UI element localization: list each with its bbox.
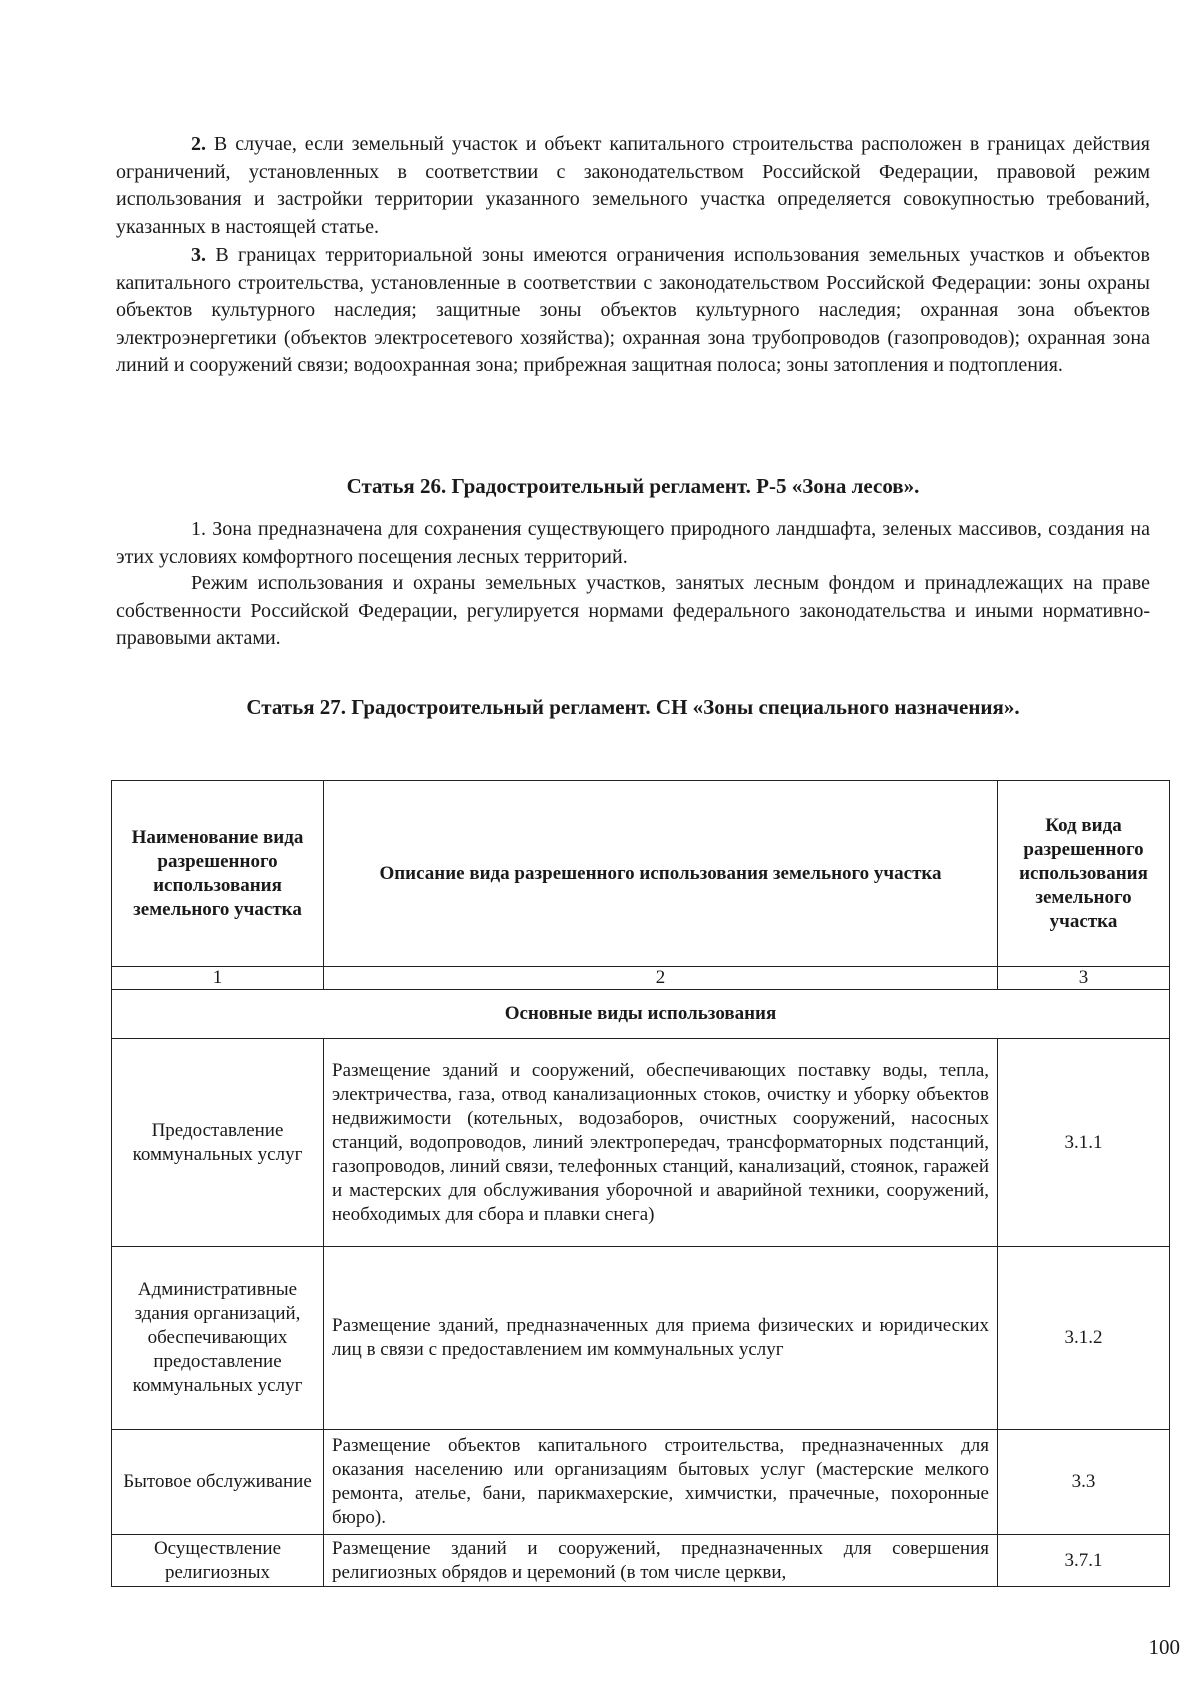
row-name: Осуществление религиозных <box>112 1535 324 1587</box>
section-row <box>112 990 1170 1039</box>
table-header-row <box>112 781 1170 967</box>
section-title: Основные виды использования <box>112 990 1170 1039</box>
paragraph-3 <box>116 242 1150 380</box>
paragraph-3-number: 3. <box>191 244 206 266</box>
table-row <box>112 1535 1170 1587</box>
regulation-table <box>111 780 1170 1587</box>
col-number-1: 1 <box>112 967 324 990</box>
paragraph-2-text: В случае, если земельный участок и объект капитального строительства расположен в границах действия ограничений, установленных в соответствии с законодательством Российской Федерации, правовой режим использования и застройки территории указанного земельного участка определяется совокупностью требований, указанных в настоящей статье. <box>116 133 1150 238</box>
paragraph-2 <box>116 131 1150 241</box>
row-name: Предоставление коммунальных услуг <box>112 1039 324 1247</box>
row-description: Размещение зданий, предназначенных для приема физических и юридических лиц в связи с предоставлением им коммунальных услуг <box>324 1247 998 1430</box>
row-description: Размещение объектов капитального строительства, предназначенных для оказания населению или организациям бытовых услуг (мастерские мелкого ремонта, ателье, бани, парикмахерские, химчистки, прачечные, похоронные бюро). <box>324 1430 998 1535</box>
header-name: Наименование вида разрешенного использования земельного участка <box>112 781 324 967</box>
row-name: Административные здания организаций, обеспечивающих предоставление коммунальных услуг <box>112 1247 324 1430</box>
article-26-heading: Статья 26. Градостроительный регламент. Р-5 «Зона лесов». <box>346 474 920 498</box>
row-code: 3.1.1 <box>998 1039 1170 1247</box>
article-26-paragraph-1: 1. Зона предназначена для сохранения существующего природного ландшафта, зеленых массивов, создания на этих условиях комфортного посещения лесных территорий. <box>116 518 1150 568</box>
row-description: Размещение зданий и сооружений, обеспечивающих поставку воды, тепла, электричества, газа, отвод канализационных стоков, очистку и уборку объектов недвижимости (котельных, водозаборов, очистных сооружений, насосных станций, водопроводов, линий электропередач, трансформаторных подстанций, газопроводов, линий связи, телефонных станций, канализаций, стоянок, гаражей и мастерских для обслуживания уборочной и аварийной техники, сооружений, необходимых для сбора и плавки снега) <box>324 1039 998 1247</box>
table-row <box>112 1039 1170 1247</box>
paragraph-3-text: В границах территориальной зоны имеются ограничения использования земельных участков и объектов капитального строительства, установленные в соответствии с законодательством Российской Федерации: зоны охраны объектов культурного наследия; защитные зоны объектов культурного наследия; охранная зона объектов электроэнергетики (объектов электросетевого хозяйства); охранная зона трубопроводов (газопроводов); охранная зона линий и сооружений связи; водоохранная зона; прибрежная защитная полоса; зоны затопления и подтопления. <box>116 244 1150 376</box>
article-26-paragraph-2: Режим использования и охраны земельных участков, занятых лесным фондом и принадлежащих на праве собственности Российской Федерации, регулируется нормами федерального законодательства и иными нормативно-правовыми актами. <box>116 572 1150 649</box>
row-name: Бытовое обслуживание <box>112 1430 324 1535</box>
row-code: 3.1.2 <box>998 1247 1170 1430</box>
page-number: 100 <box>1148 1635 1180 1659</box>
column-number-row <box>112 967 1170 990</box>
row-code: 3.3 <box>998 1430 1170 1535</box>
article-27-heading: Статья 27. Градостроительный регламент. СН «Зоны специального назначения». <box>246 695 1020 719</box>
col-number-2: 2 <box>324 967 998 990</box>
col-number-3: 3 <box>998 967 1170 990</box>
header-description: Описание вида разрешенного использования земельного участка <box>324 781 998 967</box>
table-row <box>112 1247 1170 1430</box>
row-description: Размещение зданий и сооружений, предназначенных для совершения религиозных обрядов и церемоний (в том числе церкви, <box>324 1535 998 1587</box>
header-code: Код вида разрешенного использования земельного участка <box>998 781 1170 967</box>
table-row <box>112 1430 1170 1535</box>
paragraph-2-number: 2. <box>191 133 206 155</box>
row-code: 3.7.1 <box>998 1535 1170 1587</box>
